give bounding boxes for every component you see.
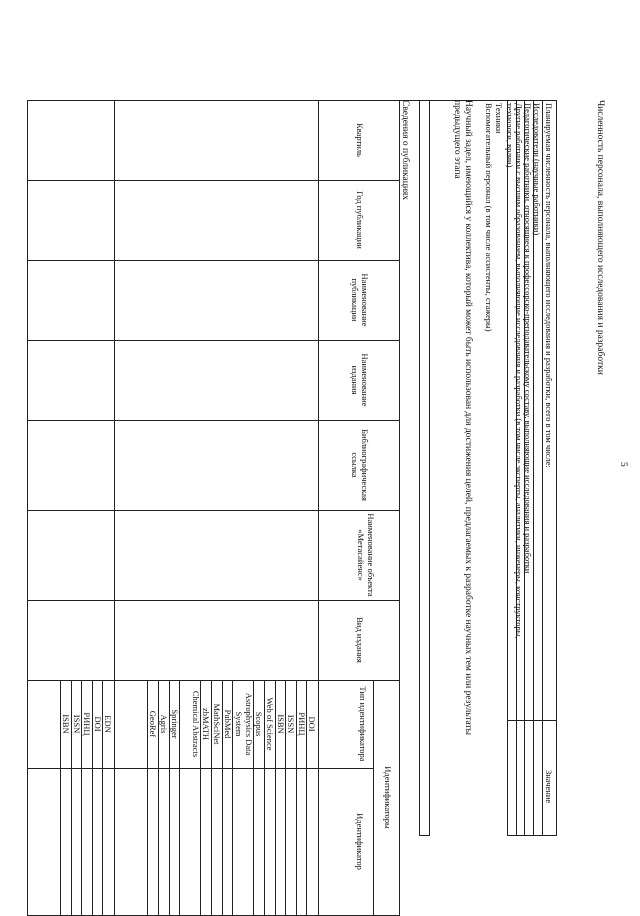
staff-row-other-cont: технологи, врачи) (505, 103, 515, 168)
identifier-type-group1-6: Astrophysics Data System (233, 692, 254, 756)
identifier-type-group2-0: EDN (103, 715, 114, 733)
col-metascience: Наименование объекта «Метасайенс» (356, 513, 376, 597)
identifier-type-group2-1: DOI (92, 716, 103, 732)
identifier-type-group1-1: РИНЦ (296, 712, 307, 736)
col-biblio-ref: Библиографическая ссылка (350, 429, 370, 501)
identifier-type-group2-2: РИНЦ (82, 712, 93, 736)
col-pub-name: Наименование публикации (350, 273, 370, 327)
identifier-row-divider (60, 680, 61, 915)
identifier-type-group1-0: DOI (307, 716, 318, 732)
identifier-type-group1-8: MathSciNet (212, 703, 223, 745)
identifier-type-group1-9: zbMATH (201, 707, 212, 741)
identifier-type-group1-2: ISSN (286, 714, 297, 734)
col-id-value: Идентификатор (355, 813, 365, 870)
staff-row-researchers: Исследователи (научные работники) (532, 103, 542, 236)
staff-row-technicians: Техники (494, 103, 504, 134)
identifier-type-group1-13: GeoRef (148, 710, 159, 738)
col-year: Год публикации (355, 191, 365, 249)
staff-row-teachers: Педагогические работники, относящиеся к профессорско-преподавательскому составу, выполняющие исследования и разработки (523, 103, 533, 574)
col-id-type: Тип идентификатора (358, 686, 368, 762)
col-edition-name: Наименование издания (350, 353, 370, 407)
identifier-type-group1-10: Chemical Abstracts (190, 690, 201, 758)
identifier-type-group1-12: Agris (159, 714, 170, 734)
identifier-type-group1-4: Web of Science (265, 697, 276, 751)
identifier-type-group2-4: ISBN (61, 714, 72, 734)
value-header: Значение (544, 770, 554, 804)
staff-heading: Численность персонала, выполняющего исследования и разработки (595, 100, 605, 375)
staff-row-other: Другие работники с высшим образованием, выполняющие исследования и разработки (в том числе эксперты, аналитики, инженеры, конструкторы, (514, 103, 524, 639)
backlog-text-line2: предыдущего этапа (452, 100, 462, 179)
identifier-type-group2-3: ISSN (71, 714, 82, 734)
staff-row-support: Вспомогательный персонал (в том числе ассистенты, стажеры) (484, 103, 494, 332)
identifier-type-group1-5: Scopus (254, 711, 265, 737)
col-quartile: Квартиль (355, 123, 365, 157)
col-identifiers: Идентификаторы (383, 766, 393, 829)
publications-heading: Сведения о публикациях (400, 100, 410, 201)
identifier-row-divider (147, 680, 148, 915)
backlog-text-line1: Научный задел, имеющийся у коллектива, который может быть использован для достижения целей, предлагаемых к разработке научных тем или результаты (463, 100, 473, 736)
staff-row-total: Планируемая численность персонала, выполняющего исследования и разработки, всего в том числе: (544, 103, 554, 468)
identifier-type-group1-11: Springer (169, 709, 180, 739)
col-edition-type: Вид издания (355, 617, 365, 663)
page-number: 5 (618, 462, 628, 467)
identifier-type-group1-7: PubMed (222, 709, 233, 739)
identifier-type-group1-3: ISBN (275, 714, 286, 734)
